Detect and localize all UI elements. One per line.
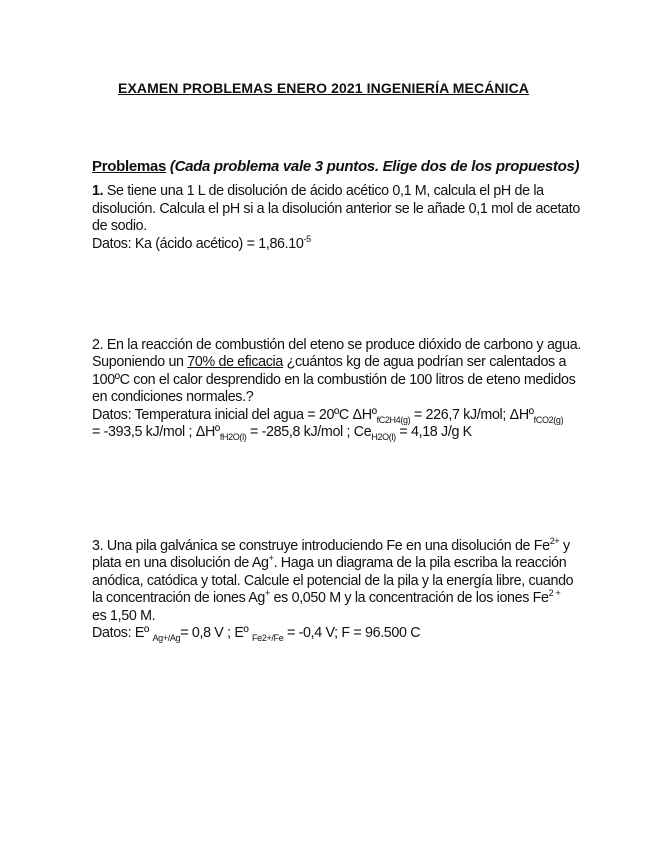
problem-1-line-1: 1. Se tiene una 1 L de disolución de ácido acético 0,1 M, calcula el pH de la	[92, 183, 544, 200]
problem-2-line-2: Suponiendo un 70% de eficacia ¿cuántos kg de agua podrían ser calentados a	[92, 354, 567, 371]
problem-2-data-1: Datos: Temperatura inicial del agua = 20ºC ΔHº$_{fC2H4(g)}$ = 226,7 kJ/mol; ΔHº$_{fCO2(g)}$	[92, 406, 564, 425]
problem-2-line-4: en condiciones normales.?	[92, 389, 254, 406]
problem-3-line-4: la concentración de iones Ag+ es 0,050 M y la concentración de los iones $Fe^{2 +}$	[92, 588, 561, 607]
problem-1-number: 1.	[92, 183, 104, 200]
problem-1-line-2: disolución. Calcula el pH si a la disolución anterior se le añade 0,1 mol de acetato	[92, 200, 580, 217]
problem-1	[92, 158, 632, 253]
problem-3-line-2: plata en una disolución de Ag+. Haga un diagrama de la pila escriba la reacción	[92, 553, 567, 572]
heading-note: (Cada problema vale 3 puntos. Elige dos de los propuestos)	[166, 158, 580, 175]
problem-2-line-3: 100ºC con el calor desprendido en la combustión de 100 litros de eteno medidos	[92, 371, 576, 388]
problem-3	[92, 538, 632, 642]
problem-3-data: Datos: Eº $_{Ag+/Ag}$= 0,8 V ; Eº $_{Fe2+/Fe}$ = -0,4 V; F = 96.500 C	[92, 625, 421, 643]
problem-3-line-3: anódica, catódica y total. Calcule el potencial de la pila y la energía libre, cuando	[92, 572, 574, 589]
problem-1-line-3: de sodio.	[92, 218, 147, 235]
efficiency-underlined: 70% de eficacia	[187, 354, 283, 371]
problem-1-data: Datos: Ka (ácido acético) = $1,86.10^{-5}$	[92, 233, 311, 252]
problem-3-line-5: es 1,50 M.	[92, 607, 156, 624]
problem-3-line-1: 3. Una pila galvánica se construye introduciendo Fe en una disolución de $Fe^{2+}$ y	[92, 536, 570, 554]
heading-label: Problemas	[92, 158, 166, 175]
problem-2-data-2: = -393,5 kJ/mol ; ΔHº$_{fH2O(l)}$ = -285,8 kJ/mol ; $Ce_{H2O(l)} = 4,18$ J/g K	[92, 424, 472, 442]
problem-2-line-1: 2. En la reacción de combustión del eteno se produce dióxido de carbono y agua.	[92, 337, 581, 353]
problems-heading	[92, 158, 632, 175]
exam-title: EXAMEN PROBLEMAS ENERO 2021 INGENIERÍA MECÁNICA	[118, 80, 530, 96]
problem-2	[92, 337, 632, 441]
